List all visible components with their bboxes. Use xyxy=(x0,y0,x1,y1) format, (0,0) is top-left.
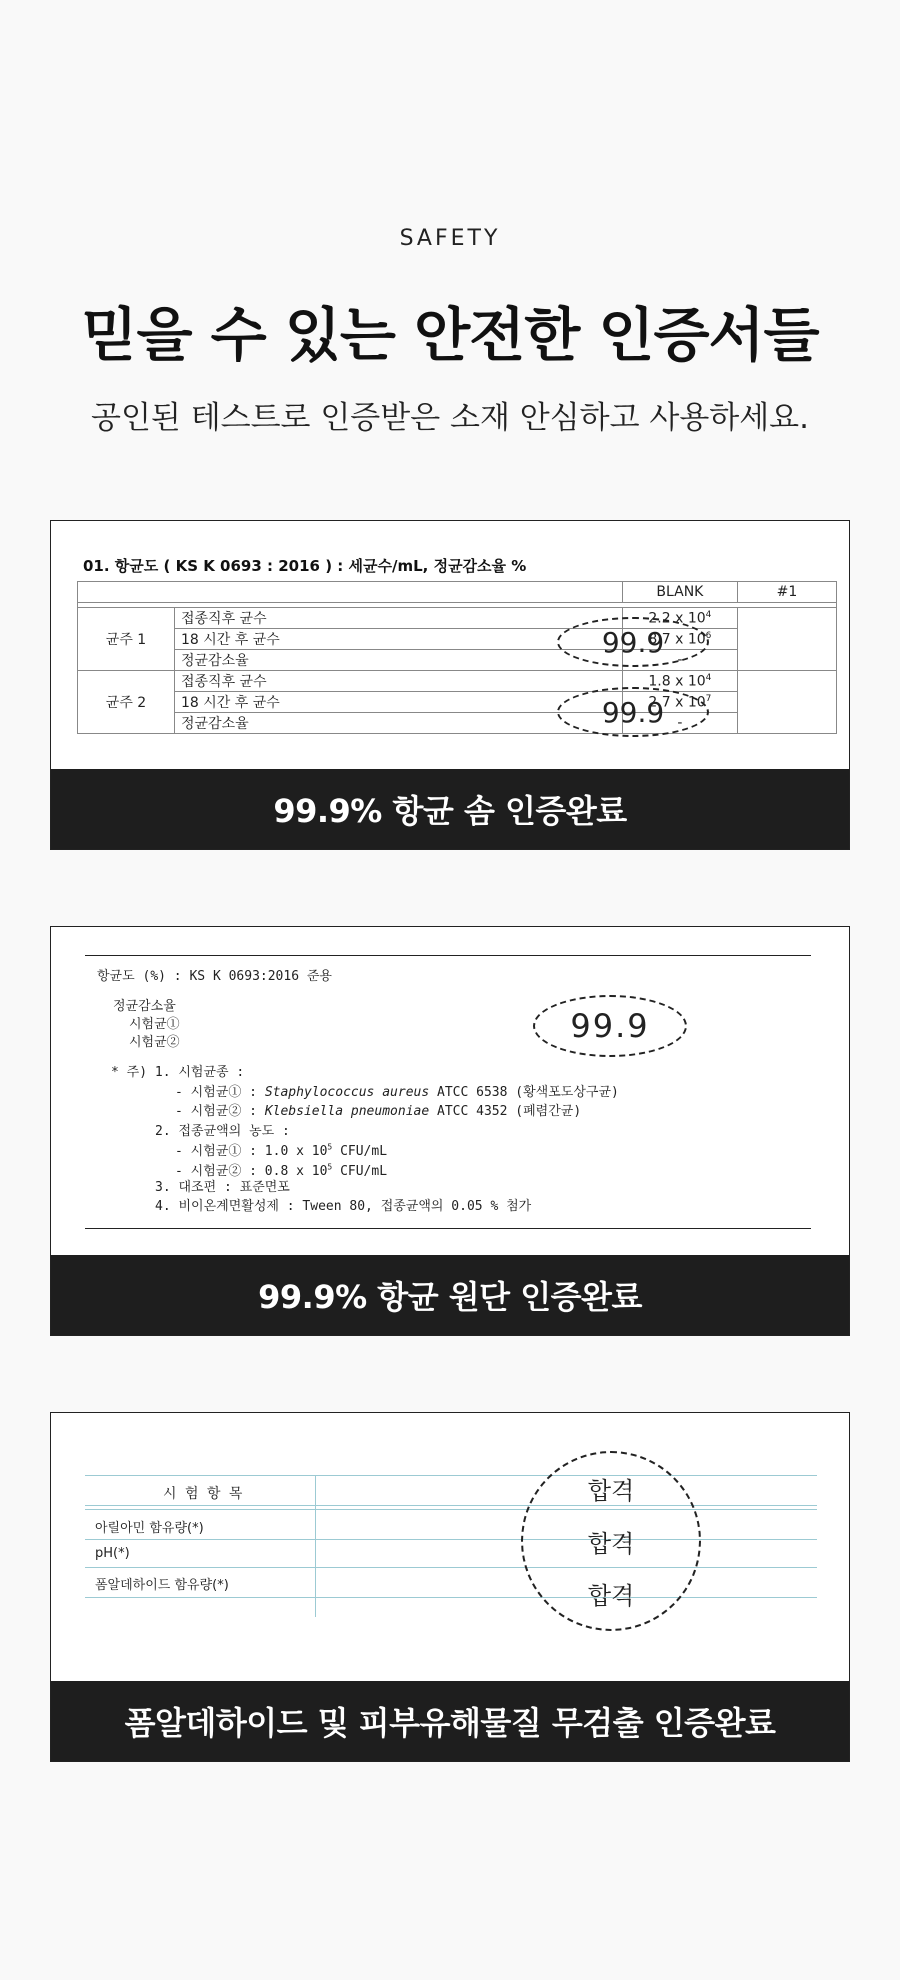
test-item: 폼알데하이드 함유량(*) xyxy=(95,1578,229,1593)
table-line xyxy=(315,1475,316,1617)
page-subtitle: 공인된 테스트로 인증받은 소재 안심하고 사용하세요. xyxy=(91,400,809,436)
certification-banner: 99.9% 항균 원단 인증완료 xyxy=(51,1255,849,1335)
test-item: 아릴아민 함유량(*) xyxy=(95,1521,204,1536)
column-header-blank: BLANK xyxy=(622,582,737,603)
table-row xyxy=(78,650,837,671)
group-label: 균주 1 xyxy=(78,608,175,671)
note-strain-1: - 시험균① : Staphylococcus aureus ATCC 6538 (황색포도상구균) xyxy=(175,1085,619,1100)
note-surfactant: 4. 비이온계면활성제 : Tween 80, 접종균액의 0.05 % 첨가 xyxy=(155,1199,532,1214)
notes-heading: * 주) 1. 시험균종 : xyxy=(111,1065,245,1080)
test-item: pH(*) xyxy=(95,1546,130,1561)
result-highlight-oval: 99.9 xyxy=(557,687,709,737)
certificate-card-antibacterial-fabric xyxy=(50,926,850,1336)
note-concentration-1: - 시험균① : 1.0 x $10^5$ CFU/mL xyxy=(175,1142,388,1159)
table-line xyxy=(85,1475,817,1476)
result-pass: 합격 xyxy=(587,1582,635,1611)
row-value: 8.7 x $10^6$ xyxy=(622,629,737,650)
row-value: - xyxy=(622,713,737,734)
table-line xyxy=(85,1567,817,1568)
certificate-scan xyxy=(51,927,849,1257)
table-row xyxy=(78,692,837,713)
row-item: 정균감소율 xyxy=(175,650,623,671)
certificate-card-antibacterial-cotton xyxy=(50,520,850,850)
certification-banner: 99.9% 항균 솜 인증완료 xyxy=(51,769,849,849)
result-highlight-oval: 99.9 xyxy=(533,995,687,1057)
row-value: 2.7 x $10^7$ xyxy=(622,692,737,713)
section-eyebrow: SAFETY xyxy=(399,226,501,251)
row-item: 정균감소율 xyxy=(175,713,623,734)
test-strain-2-label: 시험균② xyxy=(129,1035,180,1050)
certificate-title: 01. 항균도 ( KS K 0693 : 2016 ) : 세균수/mL, 정균감소율 % xyxy=(83,557,527,575)
table-row xyxy=(78,713,837,734)
row-item: 18 시간 후 균수 xyxy=(175,692,623,713)
table-line xyxy=(85,1597,817,1598)
note-strain-2: - 시험균② : Klebsiella pneumoniae ATCC 4352 (폐렴간균) xyxy=(175,1104,582,1119)
test-strain-1-label: 시험균① xyxy=(129,1017,180,1032)
table-header-test-item: 시 험 항 목 xyxy=(163,1486,245,1502)
certificate-scan xyxy=(51,521,849,771)
row-item: 접종직후 균수 xyxy=(175,608,623,629)
result-highlight-oval: 99.9 xyxy=(557,617,709,667)
group-label: 균주 2 xyxy=(78,671,175,734)
row-value: - xyxy=(622,650,737,671)
certificate-scan xyxy=(51,1413,849,1683)
table-line xyxy=(85,1509,817,1510)
reduction-label: 정균감소율 xyxy=(113,999,176,1014)
certificate-card-harmful-substances xyxy=(50,1412,850,1762)
certification-banner: 폼알데하이드 및 피부유해물질 무검출 인증완료 xyxy=(51,1681,849,1761)
row-item: 접종직후 균수 xyxy=(175,671,623,692)
table-row xyxy=(78,671,837,692)
table-header-row xyxy=(78,582,837,603)
result-pass: 합격 xyxy=(587,1529,635,1558)
divider xyxy=(85,1228,811,1229)
result-pass: 합격 xyxy=(587,1476,635,1505)
note-concentration-2: - 시험균② : 0.8 x $10^5$ CFU/mL xyxy=(175,1162,388,1179)
row-value: 1.8 x $10^4$ xyxy=(622,671,737,692)
test-results-table xyxy=(77,581,837,734)
row-value: 2.2 x $10^4$ xyxy=(622,608,737,629)
table-row xyxy=(78,608,837,629)
table-row xyxy=(78,629,837,650)
divider xyxy=(85,955,811,956)
page-title: 믿을 수 있는 안전한 인증서들 xyxy=(81,301,819,369)
table-line xyxy=(85,1539,817,1540)
test-standard-text: 항균도 (%) : KS K 0693:2016 준용 xyxy=(97,969,332,984)
column-header-sample: #1 xyxy=(737,582,836,603)
table-line xyxy=(85,1505,817,1506)
result-highlight-circle xyxy=(521,1451,701,1631)
note-concentration-heading: 2. 접종균액의 농도 : xyxy=(155,1124,290,1139)
row-item: 18 시간 후 균수 xyxy=(175,629,623,650)
note-control: 3. 대조편 : 표준면포 xyxy=(155,1180,290,1195)
